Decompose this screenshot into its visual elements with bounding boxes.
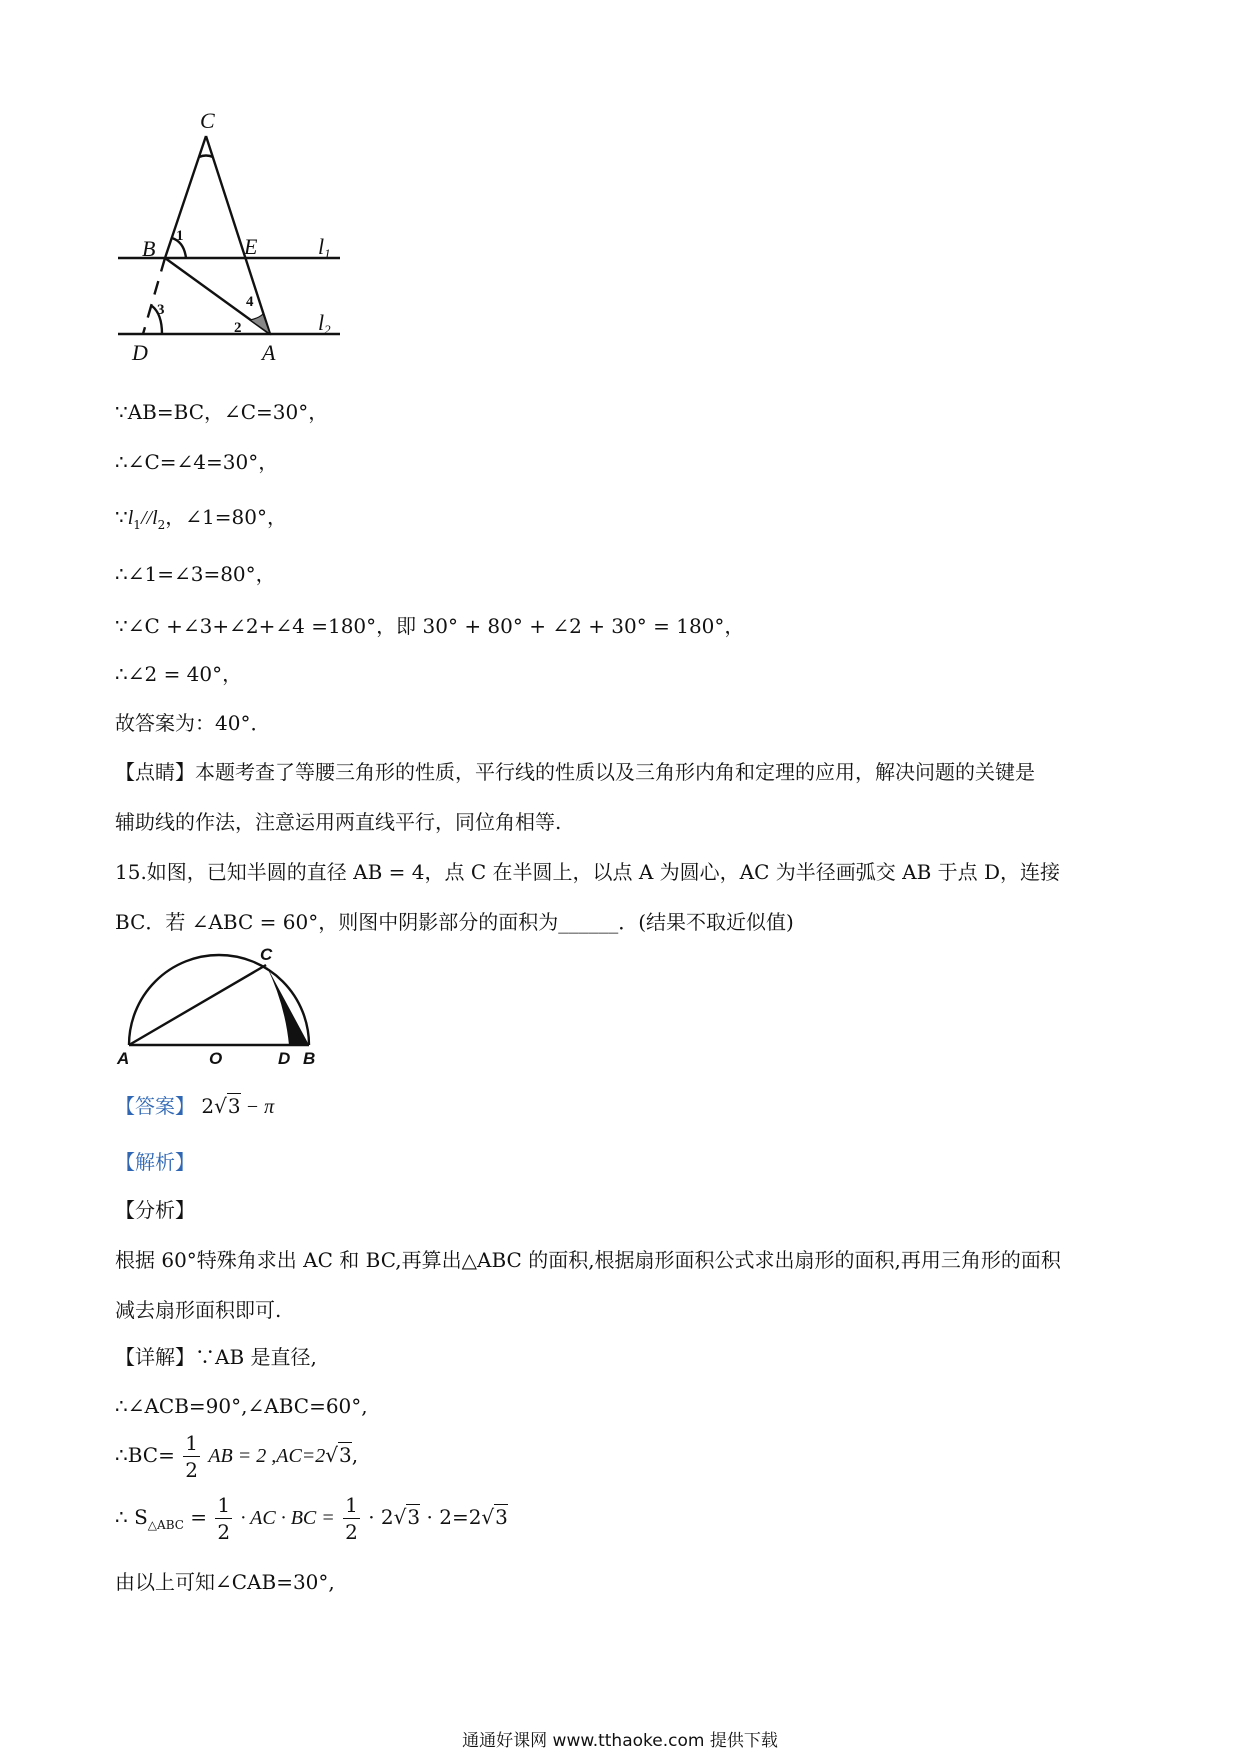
- label-l1: l1: [318, 234, 331, 261]
- angle-arc-c: [199, 156, 213, 158]
- shaded-region: [266, 965, 309, 1045]
- label-b: B: [303, 1049, 316, 1068]
- label-d: D: [132, 340, 148, 365]
- fenxi-line-2: 减去扇形面积即可.: [115, 1298, 282, 1322]
- solution-line-4: ∴∠1=∠3=80°，: [115, 562, 276, 586]
- label-d: D: [278, 1049, 291, 1068]
- segment-cb: [165, 136, 206, 258]
- figure-semicircle: [115, 940, 335, 1070]
- label-l2: l2: [318, 310, 331, 337]
- answer-tag: 【答案】: [115, 1094, 195, 1118]
- label-c: C: [200, 110, 215, 133]
- label-b: B: [142, 236, 156, 261]
- problem-15-line-2: BC．若 ∠ABC = 60°，则图中阴影部分的面积为______．(结果不取近似值): [115, 910, 794, 934]
- segment-ca: [206, 136, 270, 334]
- solution-line-3: $\because l_1//l_2$，∠1=80°，: [115, 505, 287, 532]
- analysis-tag: 【解析】: [115, 1150, 195, 1174]
- label-angle-4: 4: [246, 294, 254, 310]
- fenxi-tag: 【分析】: [115, 1198, 195, 1222]
- detail-line-4: ∴ $S_{\triangle ABC}$ = $\frac{1}{2}$ · AC · BC = $\frac{1}{2}$ · 2√3 · 2=2√3: [115, 1493, 508, 1544]
- solution-line-6: ∴∠2 = 40°，: [115, 662, 243, 686]
- detail-line-3: ∴BC= $\frac{1}{2}$ AB = 2 ,AC=2√3,: [115, 1431, 359, 1482]
- answer-line: 【答案】 2√3 − π: [115, 1094, 275, 1118]
- detail-line-1: 【详解】∵AB 是直径,: [115, 1345, 317, 1369]
- segment-ac: [129, 965, 266, 1045]
- label-a: A: [262, 340, 276, 365]
- fenxi-line-1: 根据 60°特殊角求出 AC 和 BC,再算出△ABC 的面积,根据扇形面积公式求出扇形的面积,再用三角形的面积: [115, 1248, 1061, 1272]
- solution-line-5: ∵∠C +∠3+∠2+∠4 =180°，即 30° + 80° + ∠2 + 30° = 180°，: [115, 614, 745, 638]
- footer: 通通好课网 www.tthaoke.com 提供下载: [462, 1731, 778, 1751]
- angle-2-shaded: [250, 314, 270, 334]
- figure-parallel-lines-triangle: [110, 110, 350, 370]
- label-a: A: [117, 1049, 130, 1068]
- comment-line-1: 【点睛】本题考查了等腰三角形的性质，平行线的性质以及三角形内角和定理的应用，解决问题的关键是: [115, 760, 1035, 784]
- comment-line-2: 辅助线的作法，注意运用两直线平行，同位角相等.: [115, 810, 562, 834]
- detail-line-5: 由以上可知∠CAB=30°,: [115, 1570, 335, 1594]
- label-angle-3: 3: [157, 302, 165, 318]
- label-angle-1: 1: [176, 228, 184, 244]
- solution-line-2: ∴∠C=∠4=30°，: [115, 450, 279, 474]
- label-c: C: [260, 945, 273, 964]
- label-angle-2: 2: [234, 320, 242, 336]
- problem-15-line-1: 15.如图，已知半圆的直径 AB = 4，点 C 在半圆上，以点 A 为圆心，AC 为半径画弧交 AB 于点 D，连接: [115, 860, 1061, 884]
- label-o: O: [209, 1049, 223, 1068]
- solution-line-1: ∵AB=BC，∠C=30°，: [115, 400, 329, 424]
- label-e: E: [244, 234, 258, 259]
- solution-line-7: 故答案为：40°．: [115, 711, 271, 735]
- detail-line-2: ∴∠ACB=90°,∠ABC=60°,: [115, 1394, 368, 1418]
